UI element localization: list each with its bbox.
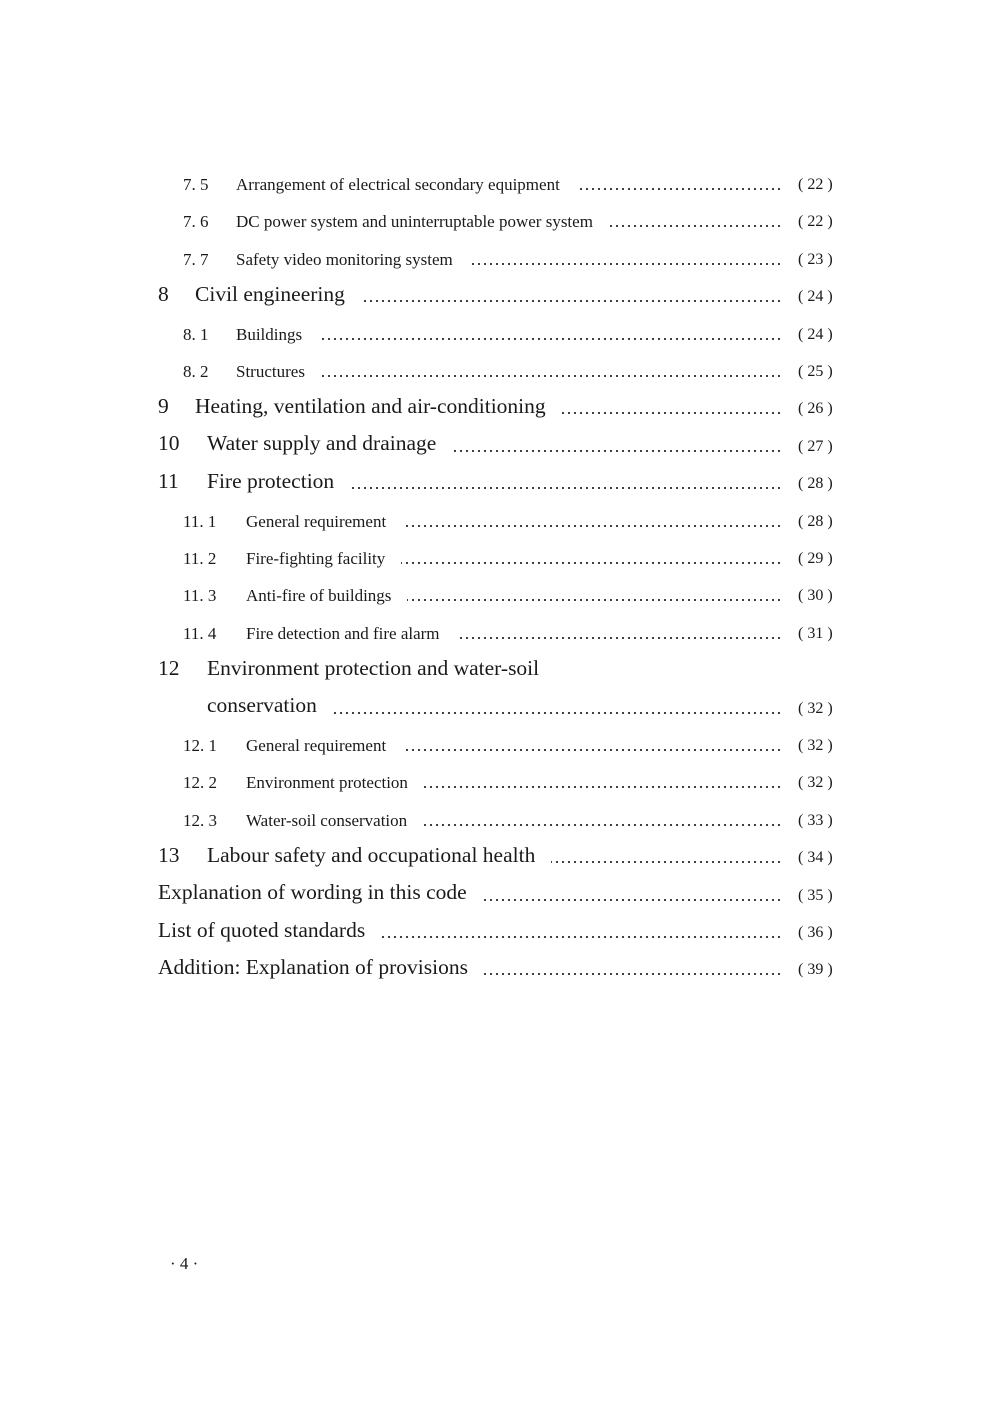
- toc-entry-page: ( 24 ): [798, 288, 833, 306]
- toc-entry-page: ( 28 ): [798, 475, 833, 493]
- toc-entry-page: ( 32 ): [798, 699, 833, 717]
- toc-entry-title: Fire protection: [207, 468, 335, 493]
- toc-leader-dots: [361, 300, 782, 302]
- toc-entry-page: ( 25 ): [798, 363, 833, 380]
- toc-entry-page: ( 33 ): [798, 811, 833, 829]
- page-number: · 4 ·: [170, 1254, 199, 1273]
- toc-leader-dots: [318, 338, 782, 340]
- toc-entry-title: List of quoted standards: [158, 917, 366, 942]
- toc-entry-page: ( 35 ): [798, 886, 833, 904]
- toc-entry-page: ( 32 ): [798, 774, 833, 792]
- toc-entry-number: 9: [158, 393, 169, 418]
- toc-entry-title: Safety video monitoring system: [236, 249, 453, 269]
- toc-entry-number: 13: [158, 842, 180, 867]
- toc-entry[interactable]: [0, 876, 992, 910]
- toc-entry-page: ( 28 ): [798, 512, 833, 530]
- toc-entry-page: ( 29 ): [798, 550, 833, 567]
- toc-entry-number: 8. 1: [183, 324, 209, 344]
- toc-entry[interactable]: [0, 689, 992, 723]
- toc-entry-number: 12. 2: [183, 773, 217, 793]
- toc-entry-page: ( 36 ): [798, 924, 833, 941]
- toc-entry-title: Environment protection: [246, 773, 408, 793]
- toc-leader-dots: [402, 749, 782, 751]
- toc-entry-title: Water supply and drainage: [207, 431, 437, 456]
- toc-entry-page: ( 22 ): [798, 213, 833, 231]
- toc-entry[interactable]: [0, 389, 992, 423]
- toc-entry-page: ( 26 ): [798, 400, 833, 418]
- toc-entry[interactable]: [0, 614, 992, 648]
- toc-leader-dots: [424, 786, 782, 788]
- toc-entry-title: Labour safety and occupational health: [207, 842, 536, 867]
- toc-entry-number: 12: [158, 655, 180, 680]
- toc-entry[interactable]: [0, 763, 992, 797]
- toc-entry[interactable]: [0, 651, 992, 685]
- toc-entry[interactable]: [0, 427, 992, 461]
- toc-entry-title: General requirement: [246, 511, 387, 531]
- toc-entry-number: 11. 4: [183, 623, 217, 643]
- toc-entry-title: Fire detection and fire alarm: [246, 623, 440, 643]
- toc-leader-dots: [333, 712, 782, 714]
- toc-leader-dots: [484, 973, 782, 975]
- toc-entry-title: General requirement: [246, 736, 387, 755]
- toc-entry-number: 11. 3: [183, 586, 217, 606]
- toc-entry-page: ( 32 ): [798, 737, 833, 754]
- toc-entry[interactable]: [0, 277, 992, 311]
- toc-entry-title: Fire-fighting facility: [246, 549, 386, 568]
- toc-entry-page: ( 22 ): [798, 176, 833, 193]
- toc-leader-dots: [483, 899, 782, 901]
- toc-entry[interactable]: [0, 464, 992, 498]
- toc-leader-dots: [452, 450, 782, 452]
- toc-leader-dots: [551, 861, 782, 863]
- toc-leader-dots: [456, 637, 782, 639]
- toc-entry-number: 8. 2: [183, 362, 209, 381]
- toc-entry-title: Civil engineering: [195, 281, 345, 306]
- toc-entry-page: ( 39 ): [798, 961, 833, 979]
- toc-entry[interactable]: [0, 315, 992, 349]
- toc-entry-title: Anti-fire of buildings: [246, 586, 392, 606]
- toc-leader-dots: [350, 487, 782, 489]
- toc-entry-number: 8: [158, 281, 169, 306]
- toc-entry-title: DC power system and uninterruptable power system: [236, 212, 593, 232]
- toc-entry[interactable]: [0, 576, 992, 610]
- toc-leader-dots: [321, 375, 782, 377]
- toc-leader-dots: [609, 225, 782, 227]
- toc-entry[interactable]: [0, 726, 992, 760]
- toc-entry-title: Structures: [236, 362, 305, 381]
- toc-entry-number: 7. 7: [183, 249, 209, 269]
- toc-entry-title: Explanation of wording in this code: [158, 880, 467, 905]
- toc-entry-title: conservation: [207, 693, 317, 718]
- toc-entry-number: 12. 3: [183, 810, 217, 830]
- toc-entry-title: Environment protection and water-soil: [207, 655, 540, 680]
- toc-entry[interactable]: [0, 165, 992, 199]
- toc-entry-number: 12. 1: [183, 736, 217, 755]
- toc-entry[interactable]: [0, 539, 992, 573]
- toc-entry-title: Buildings: [236, 324, 303, 344]
- toc-entry-number: 11. 1: [183, 511, 217, 531]
- toc-entry[interactable]: [0, 801, 992, 835]
- toc-leader-dots: [401, 562, 782, 564]
- toc-leader-dots: [402, 525, 782, 527]
- toc-entry-number: 7. 6: [183, 212, 209, 232]
- toc-entry-page: ( 31 ): [798, 624, 833, 642]
- toc-entry-page: ( 30 ): [798, 587, 833, 605]
- toc-entry[interactable]: [0, 352, 992, 386]
- toc-entry[interactable]: [0, 502, 992, 536]
- toc-entry-title: Arrangement of electrical secondary equipment: [236, 175, 560, 194]
- toc-entry-title: Heating, ventilation and air-conditioning: [195, 393, 546, 418]
- toc-entry-page: ( 34 ): [798, 849, 833, 867]
- toc-entry-number: 11. 2: [183, 549, 217, 568]
- toc-leader-dots: [469, 263, 782, 265]
- toc-leader-dots: [576, 188, 782, 190]
- toc-leader-dots: [381, 936, 782, 938]
- toc-leader-dots: [562, 412, 782, 414]
- toc-entry-number: 11: [158, 468, 179, 493]
- toc-leader-dots: [407, 599, 782, 601]
- toc-entry[interactable]: [0, 838, 992, 872]
- toc-entry-number: 10: [158, 431, 180, 456]
- toc-leader-dots: [423, 824, 782, 826]
- toc-entry[interactable]: [0, 913, 992, 947]
- toc-entry-page: ( 24 ): [798, 325, 833, 343]
- toc-entry-title: Water-soil conservation: [246, 810, 408, 830]
- toc-entry[interactable]: [0, 202, 992, 236]
- toc-entry[interactable]: [0, 240, 992, 274]
- toc-entry-title: Addition: Explanation of provisions: [158, 954, 468, 979]
- toc-entry-page: ( 27 ): [798, 437, 833, 455]
- toc-entry-page: ( 23 ): [798, 250, 833, 268]
- toc-entry-number: 7. 5: [183, 175, 209, 194]
- toc-entry[interactable]: [0, 950, 992, 984]
